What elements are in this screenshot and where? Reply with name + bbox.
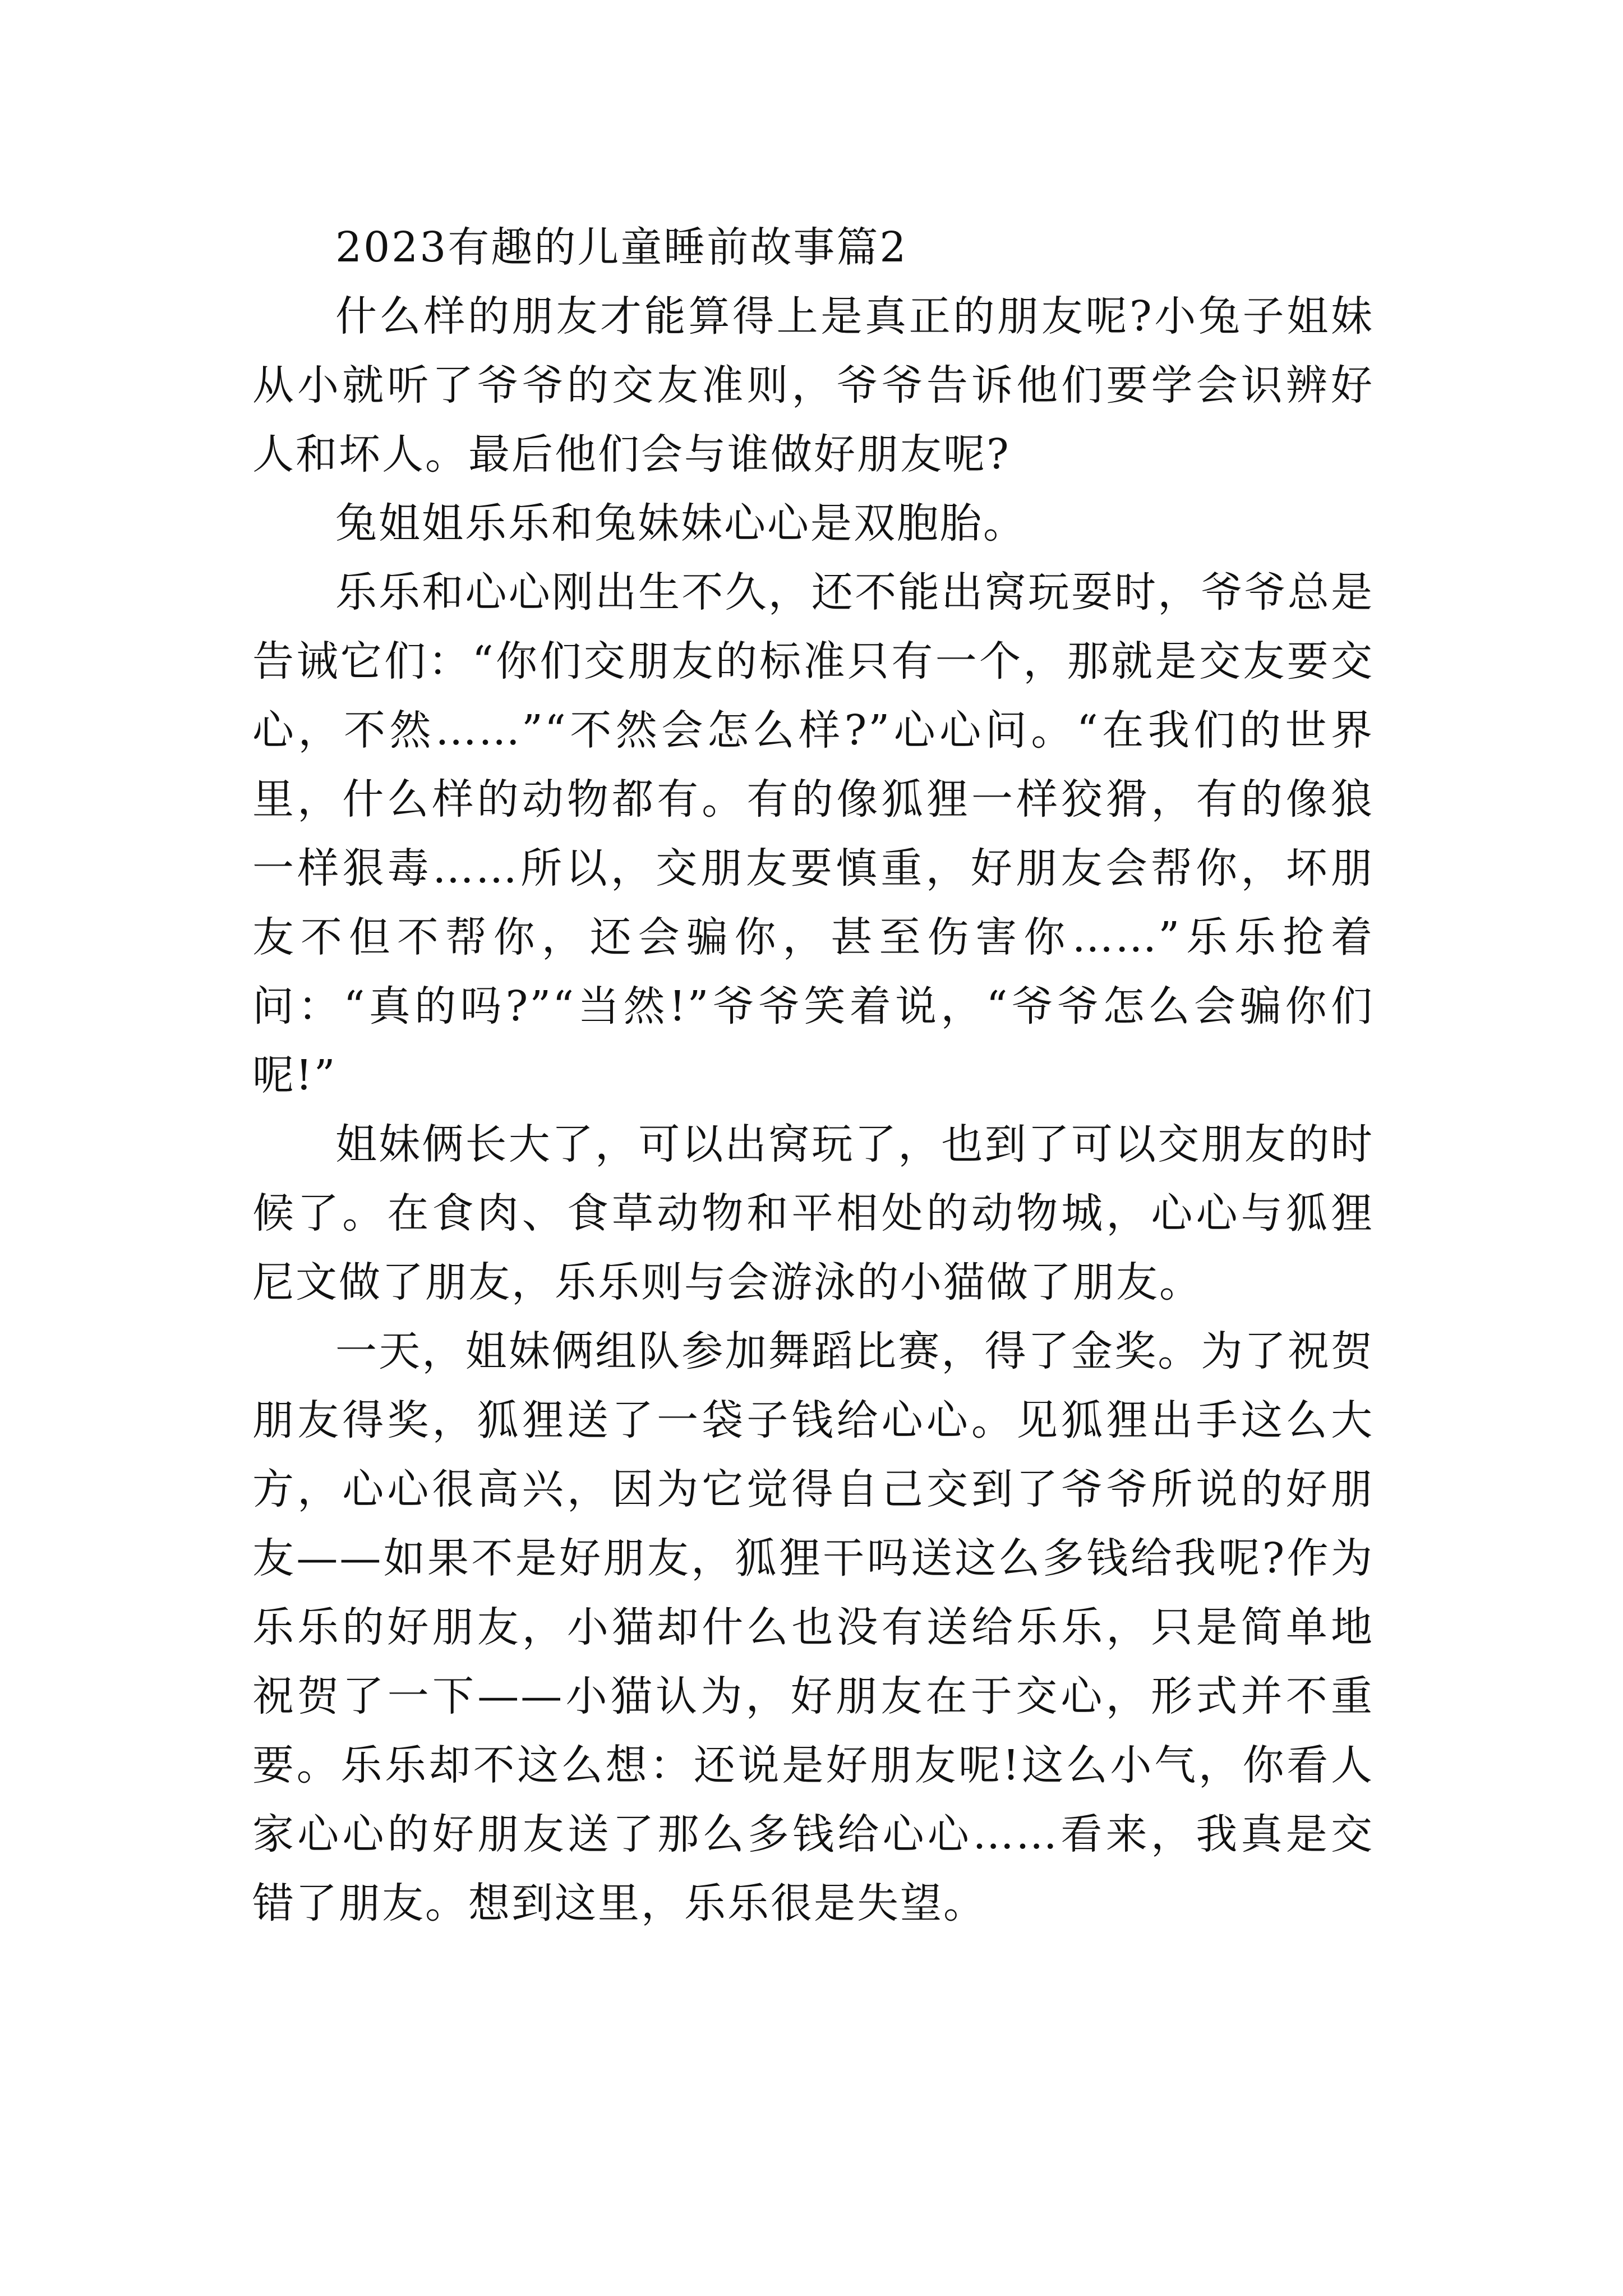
paragraph-4: 姐妹俩长大了，可以出窝玩了，也到了可以交朋友的时候了。在食肉、食草动物和平相处的动物城，心心与狐狸尼文做了朋友，乐乐则与会游泳的小猫做了朋友。 — [252, 1120, 1374, 1306]
paragraph-3: 乐乐和心心刚出生不久，还不能出窝玩耍时，爷爷总是告诫它们：“你们交朋友的标准只有一个，那就是交友要交心，不然……”“不然会怎么样?”心心问。“在我们的世界里，什么样的动物都有。有的像狐狸一样狡猾，有的像狼一样狠毒……所以，交朋友要慎重，好朋友会帮你，坏朋友不但不帮你，还会骗你，甚至伤害你……”乐乐抢着问：“真的吗?”“当然!”爷爷笑着说，“爷爷怎么会骗你们呢!” — [252, 568, 1374, 1099]
paragraph-5: 一天，姐妹俩组队参加舞蹈比赛，得了金奖。为了祝贺朋友得奖，狐狸送了一袋子钱给心心。见狐狸出手这么大方，心心很高兴，因为它觉得自己交到了爷爷所说的好朋友——如果不是好朋友，狐狸干吗送这么多钱给我呢?作为乐乐的好朋友，小猫却什么也没有送给乐乐，只是简单地祝贺了一下——小猫认为，好朋友在于交心，形式并不重要。乐乐却不这么想：还说是好朋友呢!这么小气，你看人家心心的好朋友送了那么多钱给心心……看来，我真是交错了朋友。想到这里，乐乐很是失望。 — [252, 1327, 1374, 1927]
document-title: 2023有趣的儿童睡前故事篇2 — [335, 223, 908, 272]
paragraph-2: 兔姐姐乐乐和兔妹妹心心是双胞胎。 — [335, 499, 1026, 547]
paragraph-1: 什么样的朋友才能算得上是真正的朋友呢?小兔子姐妹从小就听了爷爷的交友准则，爷爷告诉他们要学会识辨好人和坏人。最后他们会与谁做好朋友呢? — [252, 292, 1374, 478]
document-body — [252, 213, 1374, 1938]
